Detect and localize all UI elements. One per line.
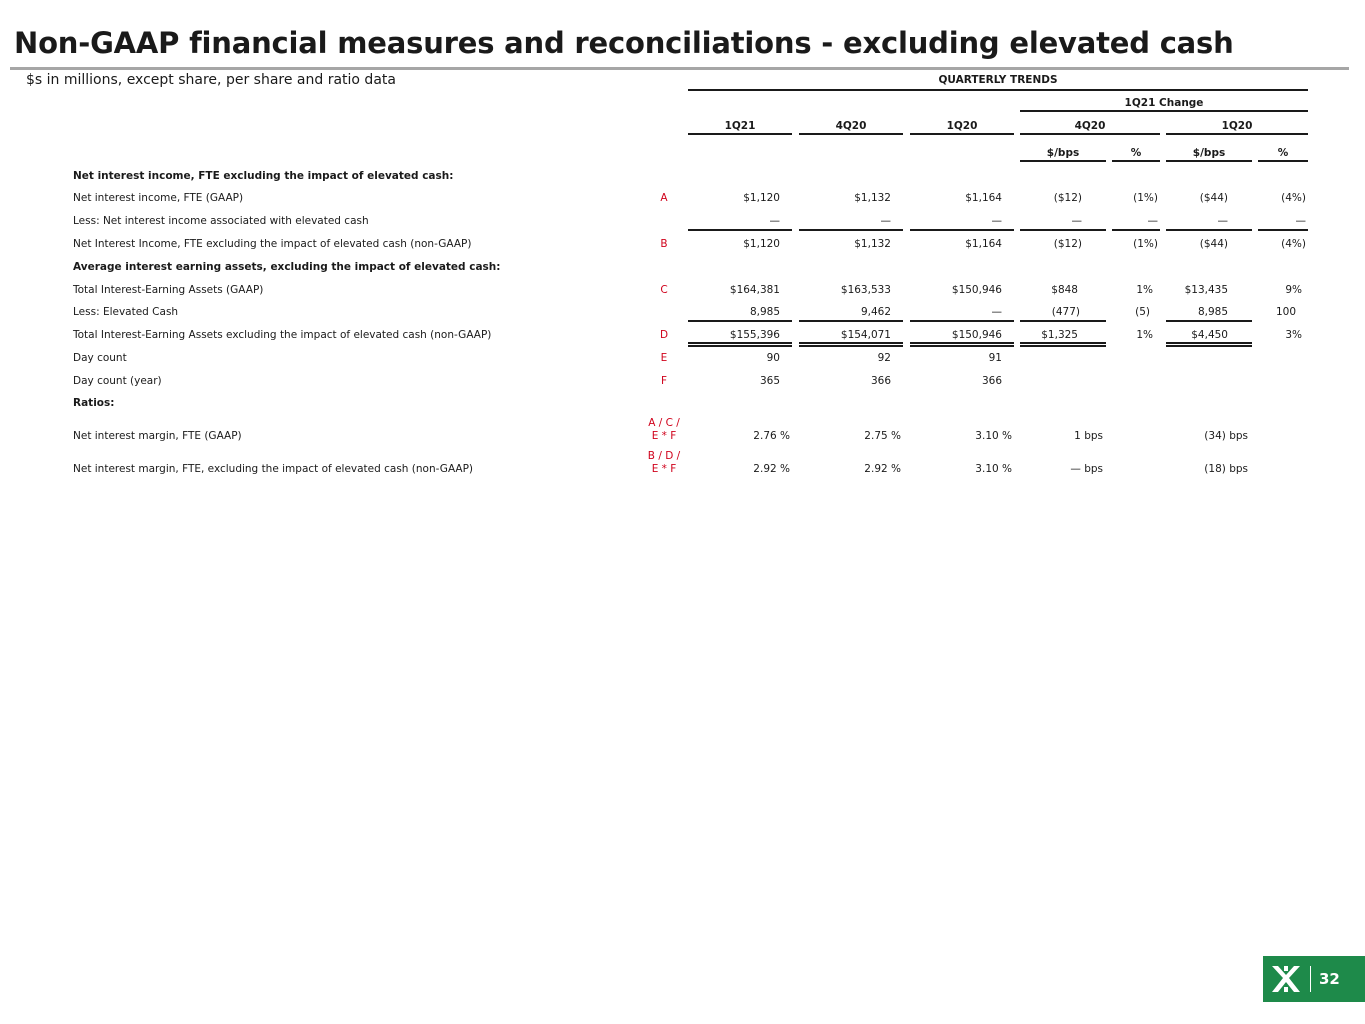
row-label: Ratios: <box>73 397 115 409</box>
change-group-rule <box>1020 110 1308 112</box>
cell-q3: — <box>991 215 1002 227</box>
row-label: Net Interest Income, FTE excluding the impact of elevated cash (non-GAAP) <box>73 238 472 250</box>
cell-q3: $1,164 <box>965 238 1002 250</box>
cell-p2: (4%) <box>1281 192 1306 204</box>
cell-q1: $1,120 <box>743 192 780 204</box>
change-group-header: 1Q21 Change <box>1124 97 1204 109</box>
cell-q2: 92 <box>877 352 891 364</box>
total-double-rule-a-0 <box>688 342 792 344</box>
logo-separator <box>1310 966 1311 992</box>
subtotal-rule-nii-5 <box>1166 229 1252 231</box>
sub-header-rule-1 <box>1112 160 1160 162</box>
cell-q3: 3.10 % <box>975 463 1012 475</box>
cell-q2: 9,462 <box>860 306 891 318</box>
cell-q1: 2.76 % <box>753 430 790 442</box>
row-ref-line1: B / D / <box>647 450 681 462</box>
subtotal-rule-nii-0 <box>688 229 792 231</box>
cell-q2: $163,533 <box>840 284 891 296</box>
period-header-2: 1Q20 <box>946 120 978 132</box>
cell-c1: $1,325 <box>1041 329 1078 341</box>
cell-q2: — <box>880 215 891 227</box>
cell-q2: 2.75 % <box>864 430 901 442</box>
total-double-rule-a-4 <box>1166 342 1252 344</box>
cell-c2: 8,985 <box>1197 306 1228 318</box>
cell-q1: — <box>769 215 780 227</box>
sub-header-2: $/bps <box>1192 147 1226 159</box>
change-period-header-1: 1Q20 <box>1221 120 1253 132</box>
subtotal-rule-assets-0 <box>688 320 792 322</box>
row-label: Day count <box>73 352 127 364</box>
cell-q3: $1,164 <box>965 192 1002 204</box>
total-double-rule-b-1 <box>799 345 903 347</box>
row-ref: F <box>660 375 668 387</box>
cell-q2: $1,132 <box>854 238 891 250</box>
cell-c2: $4,450 <box>1191 329 1228 341</box>
cell-q1: $164,381 <box>729 284 780 296</box>
row-label: Total Interest-Earning Assets (GAAP) <box>73 284 264 296</box>
subtotal-rule-assets-3 <box>1020 320 1106 322</box>
subtotal-rule-assets-1 <box>799 320 903 322</box>
cell-p1: — <box>1147 215 1158 227</box>
subtotal-rule-nii-2 <box>910 229 1014 231</box>
quarterly-trends-header: QUARTERLY TRENDS <box>938 74 1058 86</box>
row-label: Net interest margin, FTE (GAAP) <box>73 430 242 442</box>
row-ref: E <box>660 352 668 364</box>
cell-q1: 8,985 <box>749 306 780 318</box>
change-period-header-0: 4Q20 <box>1074 120 1106 132</box>
period-header-rule-1 <box>799 133 903 135</box>
sub-header-rule-0 <box>1020 160 1106 162</box>
row-label: Total Interest-Earning Assets excluding the impact of elevated cash (non-GAAP) <box>73 329 492 341</box>
cell-q1: $155,396 <box>729 329 780 341</box>
cell-p1: (1%) <box>1133 238 1158 250</box>
cell-c2: (18) bps <box>1204 463 1248 475</box>
quarterly-trends-rule <box>688 89 1308 91</box>
cell-q3: $150,946 <box>951 284 1002 296</box>
row-ref-line2: E * F <box>651 430 677 442</box>
cell-p1: (1%) <box>1133 192 1158 204</box>
cell-c2: (34) bps <box>1204 430 1248 442</box>
period-header-rule-2 <box>910 133 1014 135</box>
row-label: Less: Elevated Cash <box>73 306 179 318</box>
cell-c1: (477) <box>1051 306 1080 318</box>
cell-c2: $13,435 <box>1184 284 1228 296</box>
sub-header-3: % <box>1277 147 1289 159</box>
cell-q2: 366 <box>870 375 891 387</box>
cell-c2: ($44) <box>1199 238 1228 250</box>
period-header-rule-0 <box>688 133 792 135</box>
subtotal-rule-nii-6 <box>1258 229 1308 231</box>
total-double-rule-b-4 <box>1166 345 1252 347</box>
bank-logo-icon <box>1272 966 1300 992</box>
period-header-0: 1Q21 <box>724 120 756 132</box>
units-subtitle: $s in millions, except share, per share and ratio data <box>26 72 396 88</box>
sub-header-1: % <box>1130 147 1142 159</box>
sub-header-rule-2 <box>1166 160 1252 162</box>
cell-q1: 90 <box>766 352 780 364</box>
total-double-rule-a-2 <box>910 342 1014 344</box>
subtotal-rule-nii-4 <box>1112 229 1160 231</box>
cell-p1: (5) <box>1135 306 1150 318</box>
row-label: Day count (year) <box>73 375 162 387</box>
page-number: 32 <box>1319 970 1340 988</box>
cell-q1: $1,120 <box>743 238 780 250</box>
row-ref-line2: E * F <box>651 463 677 475</box>
row-ref: C <box>660 284 668 296</box>
cell-c1: ($12) <box>1053 192 1082 204</box>
period-header-1: 4Q20 <box>835 120 867 132</box>
cell-c1: $848 <box>1051 284 1078 296</box>
subtotal-rule-nii-3 <box>1020 229 1106 231</box>
logo-badge <box>1263 956 1365 1002</box>
cell-p2: 3% <box>1285 329 1302 341</box>
cell-c1: ($12) <box>1053 238 1082 250</box>
sub-header-rule-3 <box>1258 160 1308 162</box>
row-ref: A <box>660 192 668 204</box>
change-period-rule-1 <box>1166 133 1308 135</box>
cell-q2: $1,132 <box>854 192 891 204</box>
cell-c1: — <box>1071 215 1082 227</box>
total-double-rule-b-0 <box>688 345 792 347</box>
cell-q3: 3.10 % <box>975 430 1012 442</box>
cell-c2: ($44) <box>1199 192 1228 204</box>
cell-c2: — <box>1217 215 1228 227</box>
row-label: Less: Net interest income associated with elevated cash <box>73 215 369 227</box>
row-label: Net interest income, FTE excluding the impact of elevated cash: <box>73 170 454 182</box>
total-double-rule-b-2 <box>910 345 1014 347</box>
cell-q1: 365 <box>759 375 780 387</box>
cell-q3: $150,946 <box>951 329 1002 341</box>
cell-q2: 2.92 % <box>864 463 901 475</box>
row-ref-line1: A / C / <box>648 417 680 429</box>
cell-c1: 1 bps <box>1074 430 1103 442</box>
cell-p1: 1% <box>1136 329 1153 341</box>
total-double-rule-a-1 <box>799 342 903 344</box>
cell-q3: — <box>991 306 1002 318</box>
sub-header-0: $/bps <box>1046 147 1080 159</box>
cell-p1: 1% <box>1136 284 1153 296</box>
cell-p2: 100 <box>1275 306 1296 318</box>
change-period-rule-0 <box>1020 133 1160 135</box>
row-ref: B <box>660 238 668 250</box>
row-label: Net interest margin, FTE, excluding the impact of elevated cash (non-GAAP) <box>73 463 474 475</box>
row-ref: D <box>659 329 669 341</box>
total-double-rule-b-3 <box>1020 345 1106 347</box>
subtotal-rule-assets-4 <box>1166 320 1252 322</box>
cell-q2: $154,071 <box>840 329 891 341</box>
title-rule <box>10 67 1349 70</box>
subtotal-rule-assets-2 <box>910 320 1014 322</box>
cell-q3: 366 <box>981 375 1002 387</box>
subtotal-rule-nii-1 <box>799 229 903 231</box>
page-title: Non-GAAP financial measures and reconciliations - excluding elevated cash <box>14 26 1234 60</box>
cell-p2: (4%) <box>1281 238 1306 250</box>
cell-q3: 91 <box>988 352 1002 364</box>
cell-p2: 9% <box>1285 284 1302 296</box>
row-label: Average interest earning assets, excluding the impact of elevated cash: <box>73 261 501 273</box>
row-label: Net interest income, FTE (GAAP) <box>73 192 244 204</box>
cell-c1: — bps <box>1070 463 1103 475</box>
total-double-rule-a-3 <box>1020 342 1106 344</box>
cell-p2: — <box>1295 215 1306 227</box>
cell-q1: 2.92 % <box>753 463 790 475</box>
